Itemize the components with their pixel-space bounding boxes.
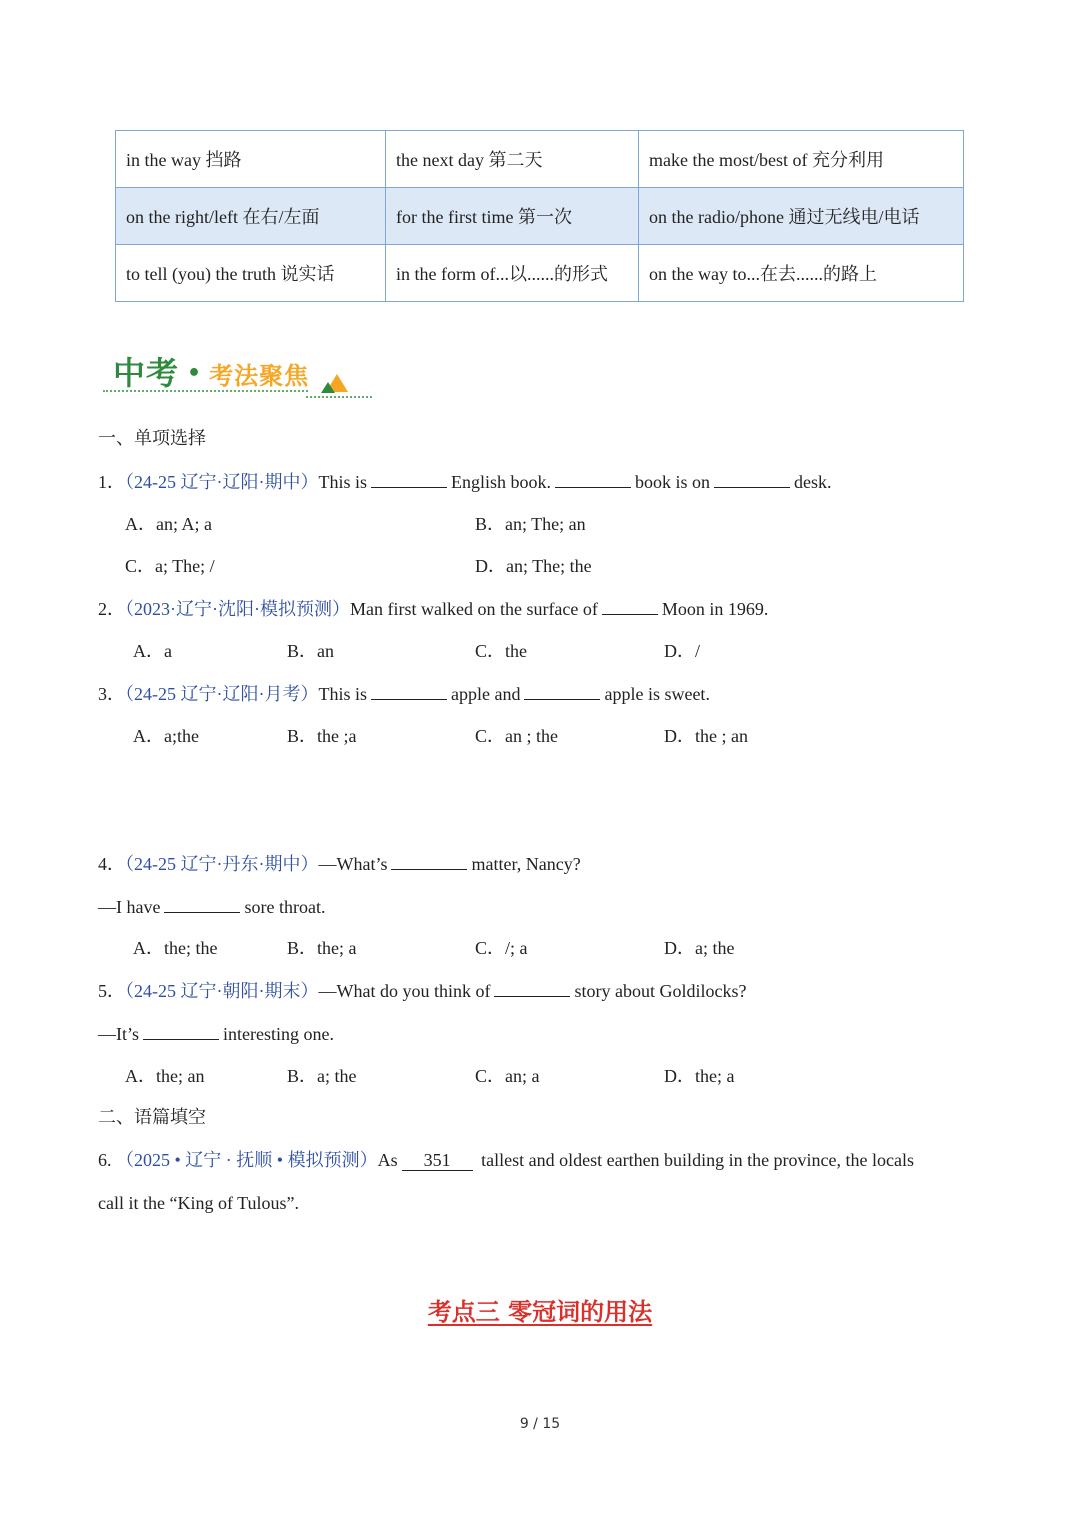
table-cell: for the first time 第一次 <box>386 188 639 245</box>
option-d: D．the; a <box>664 1066 735 1086</box>
table-cell: the next day 第二天 <box>386 131 639 188</box>
question-2 <box>98 596 768 621</box>
question-1 <box>98 469 832 494</box>
question-text: apple is sweet. <box>604 684 710 704</box>
option-a: A．an; A; a <box>125 514 212 534</box>
option-c: C．a; The; / <box>125 556 215 576</box>
option-d: D．the ; an <box>664 726 748 746</box>
question-text: apple and <box>451 684 521 704</box>
option-b: B．the ;a <box>287 726 357 746</box>
question-text: Moon in 1969. <box>661 599 769 619</box>
question-text: story about Goldilocks? <box>574 981 747 1001</box>
question-source: （24-25 辽宁·辽阳·月考） <box>125 684 319 704</box>
mountain-small-icon <box>321 382 335 393</box>
option-a: A．the; the <box>133 938 218 958</box>
answer-blank[interactable] <box>371 681 447 700</box>
question-text: This is <box>318 684 367 704</box>
option-c: C．the <box>475 641 527 661</box>
question-4-line-2 <box>98 894 325 919</box>
banner-main-text: 中考 <box>113 354 180 392</box>
question-text: book is on <box>635 472 711 492</box>
answer-blank[interactable] <box>555 469 631 488</box>
question-text: As <box>377 1150 398 1170</box>
question-source: （24-25 辽宁·朝阳·期末） <box>125 981 319 1001</box>
table-cell: to tell (you) the truth 说实话 <box>116 245 386 302</box>
option-a: A．a;the <box>133 726 199 746</box>
option-c: C．/; a <box>475 938 528 958</box>
question-text: Man first walked on the surface of <box>349 599 598 619</box>
question-5-line-2 <box>98 1021 334 1046</box>
answer-blank[interactable] <box>494 978 570 997</box>
option-a: A．a <box>133 641 172 661</box>
section-heading: 考点三 零冠词的用法 <box>427 1298 653 1326</box>
question-text: —What’s <box>318 854 388 874</box>
answer-blank[interactable] <box>524 681 600 700</box>
answer-blank-number: 351 <box>402 1150 473 1171</box>
question-source: （24-25 辽宁·丹东·期中） <box>125 854 319 874</box>
table-cell: on the way to...在去......的路上 <box>639 245 964 302</box>
table-row <box>116 188 964 245</box>
option-d: D．/ <box>664 641 700 661</box>
question-text: —What do you think of <box>318 981 491 1001</box>
table-cell: in the way 挡路 <box>116 131 386 188</box>
table-row <box>116 245 964 302</box>
page-number: 9 / 15 <box>519 1416 561 1432</box>
question-4 <box>98 851 581 876</box>
question-text: English book. <box>451 472 552 492</box>
question-6 <box>98 1148 914 1172</box>
banner-underline <box>306 396 372 398</box>
answer-blank[interactable] <box>371 469 447 488</box>
answer-blank[interactable] <box>602 596 658 615</box>
table-cell: on the radio/phone 通过无线电/电话 <box>639 188 964 245</box>
question-number: 5． <box>98 981 125 1001</box>
question-source: （2023·辽宁·沈阳·模拟预测） <box>125 599 350 619</box>
answer-blank[interactable] <box>164 894 240 913</box>
question-source: （24-25 辽宁·辽阳·期中） <box>125 472 319 492</box>
question-6-line-2: call it the “King of Tulous”. <box>98 1193 299 1213</box>
question-3 <box>98 681 710 706</box>
question-5 <box>98 978 746 1003</box>
question-text: This is <box>318 472 367 492</box>
option-b: B．an <box>287 641 334 661</box>
table-row <box>116 131 964 188</box>
table-cell: on the right/left 在右/左面 <box>116 188 386 245</box>
answer-blank[interactable] <box>714 469 790 488</box>
question-text: desk. <box>794 472 832 492</box>
section-title: 二、语篇填空 <box>98 1107 206 1127</box>
question-number: 6. <box>98 1150 112 1170</box>
phrase-table <box>115 130 964 302</box>
option-a: A．the; an <box>125 1066 205 1086</box>
section-title: 一、单项选择 <box>98 428 206 448</box>
option-b: B．the; a <box>287 938 357 958</box>
question-number: 2． <box>98 599 125 619</box>
answer-blank[interactable] <box>391 851 467 870</box>
banner-dot: • <box>187 361 202 386</box>
option-d: D．an; The; the <box>475 556 592 576</box>
table-cell: in the form of...以......的形式 <box>386 245 639 302</box>
question-text: —I have <box>98 897 161 917</box>
question-text: sore throat. <box>244 897 326 917</box>
option-b: B．an; The; an <box>475 514 586 534</box>
table-cell: make the most/best of 充分利用 <box>639 131 964 188</box>
question-text: interesting one. <box>223 1024 334 1044</box>
section-banner <box>113 348 309 394</box>
question-text: —It’s <box>98 1024 140 1044</box>
option-c: C．an; a <box>475 1066 540 1086</box>
option-c: C．an ; the <box>475 726 558 746</box>
question-number: 3． <box>98 684 125 704</box>
question-text: matter, Nancy? <box>471 854 581 874</box>
banner-sub-text: 考法聚焦 <box>209 362 310 390</box>
question-source: （2025 • 辽宁 · 抚顺 • 模拟预测） <box>116 1150 378 1170</box>
question-number: 1． <box>98 472 125 492</box>
question-text: tallest and oldest earthen building in the province, the locals <box>481 1150 915 1170</box>
banner-underline <box>103 390 308 392</box>
option-b: B．a; the <box>287 1066 357 1086</box>
answer-blank[interactable] <box>143 1021 219 1040</box>
question-number: 4． <box>98 854 125 874</box>
option-d: D．a; the <box>664 938 735 958</box>
